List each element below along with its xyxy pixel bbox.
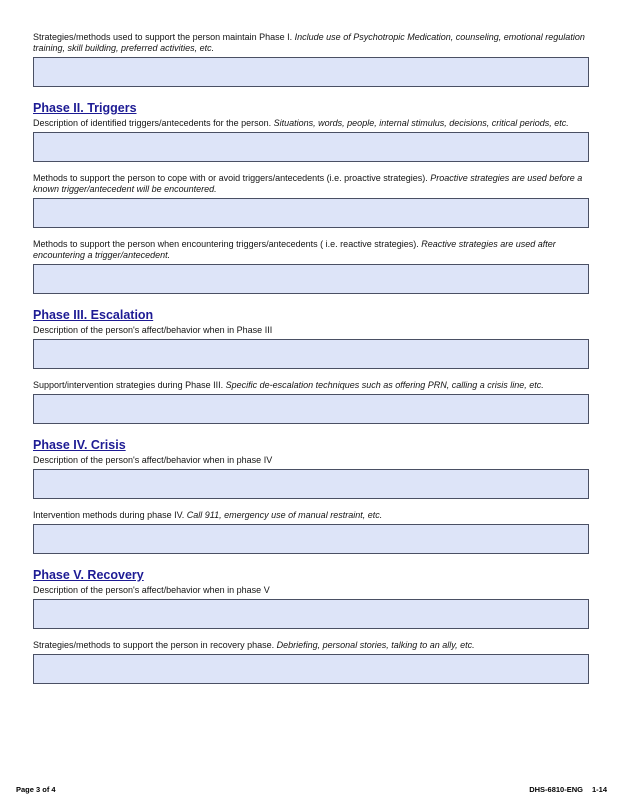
triggers-description-label bbox=[33, 118, 589, 129]
label-text: Description of the person's affect/behavior when in Phase III bbox=[33, 325, 273, 335]
label-hint: Reactive strategies are used after encountering a trigger/antecedent. bbox=[33, 239, 556, 260]
maintain-phase1-label bbox=[33, 32, 589, 54]
label-hint: Call 911, emergency use of manual restraint, etc. bbox=[186, 510, 383, 520]
crisis-intervention-input[interactable] bbox=[33, 524, 589, 554]
section-heading-phase3: Phase III. Escalation bbox=[33, 308, 154, 322]
recovery-description-label bbox=[33, 585, 589, 596]
label-text: Methods to support the person to cope with or avoid triggers/antecedents (i.e. proactive strategies). bbox=[33, 173, 431, 183]
escalation-description-input[interactable] bbox=[33, 339, 589, 369]
form-number: DHS-6810-ENG bbox=[529, 785, 583, 794]
escalation-support-label bbox=[33, 380, 589, 391]
label-hint: Proactive strategies are used before a known trigger/antecedent will be encountered. bbox=[33, 173, 583, 194]
proactive-methods-input[interactable] bbox=[33, 198, 589, 228]
section-heading-phase5: Phase V. Recovery bbox=[33, 568, 144, 582]
label-text: Description of the person's affect/behavior when in phase IV bbox=[33, 455, 273, 465]
form-revision: 1-14 bbox=[591, 785, 607, 794]
label-text: Methods to support the person when encountering triggers/antecedents ( i.e. reactive strategies). bbox=[33, 239, 422, 249]
reactive-methods-input[interactable] bbox=[33, 264, 589, 294]
maintain-phase1-input[interactable] bbox=[33, 57, 589, 87]
escalation-description-label bbox=[33, 325, 589, 336]
label-hint: Specific de-escalation techniques such as offering PRN, calling a crisis line, etc. bbox=[225, 380, 544, 390]
recovery-strategies-input[interactable] bbox=[33, 654, 589, 684]
crisis-intervention-label bbox=[33, 510, 589, 521]
reactive-methods-label bbox=[33, 239, 589, 261]
section-heading-phase4: Phase IV. Crisis bbox=[33, 438, 126, 452]
triggers-description-input[interactable] bbox=[33, 132, 589, 162]
crisis-description-label bbox=[33, 455, 589, 466]
label-text: Strategies/methods to support the person in recovery phase. bbox=[33, 640, 277, 650]
form-content bbox=[33, 32, 589, 695]
page-footer bbox=[16, 785, 607, 794]
label-hint: Include use of Psychotropic Medication, counseling, emotional regulation training, skill building, preferred activities, etc. bbox=[33, 32, 585, 53]
recovery-description-input[interactable] bbox=[33, 599, 589, 629]
form-identifier bbox=[529, 785, 607, 794]
label-text: Support/intervention strategies during Phase III. bbox=[33, 380, 226, 390]
escalation-support-input[interactable] bbox=[33, 394, 589, 424]
label-hint: Situations, words, people, internal stimulus, decisions, critical periods, etc. bbox=[273, 118, 569, 128]
label-text: Intervention methods during phase IV. bbox=[33, 510, 187, 520]
recovery-strategies-label bbox=[33, 640, 589, 651]
crisis-description-input[interactable] bbox=[33, 469, 589, 499]
label-text: Description of identified triggers/antecedents for the person. bbox=[33, 118, 274, 128]
label-text: Strategies/methods used to support the person maintain Phase I. bbox=[33, 32, 295, 42]
page-number: Page 3 of 4 bbox=[16, 785, 56, 794]
label-hint: Debriefing, personal stories, talking to an ally, etc. bbox=[276, 640, 475, 650]
label-text: Description of the person's affect/behavior when in phase V bbox=[33, 585, 270, 595]
section-heading-phase2: Phase II. Triggers bbox=[33, 101, 137, 115]
proactive-methods-label bbox=[33, 173, 589, 195]
